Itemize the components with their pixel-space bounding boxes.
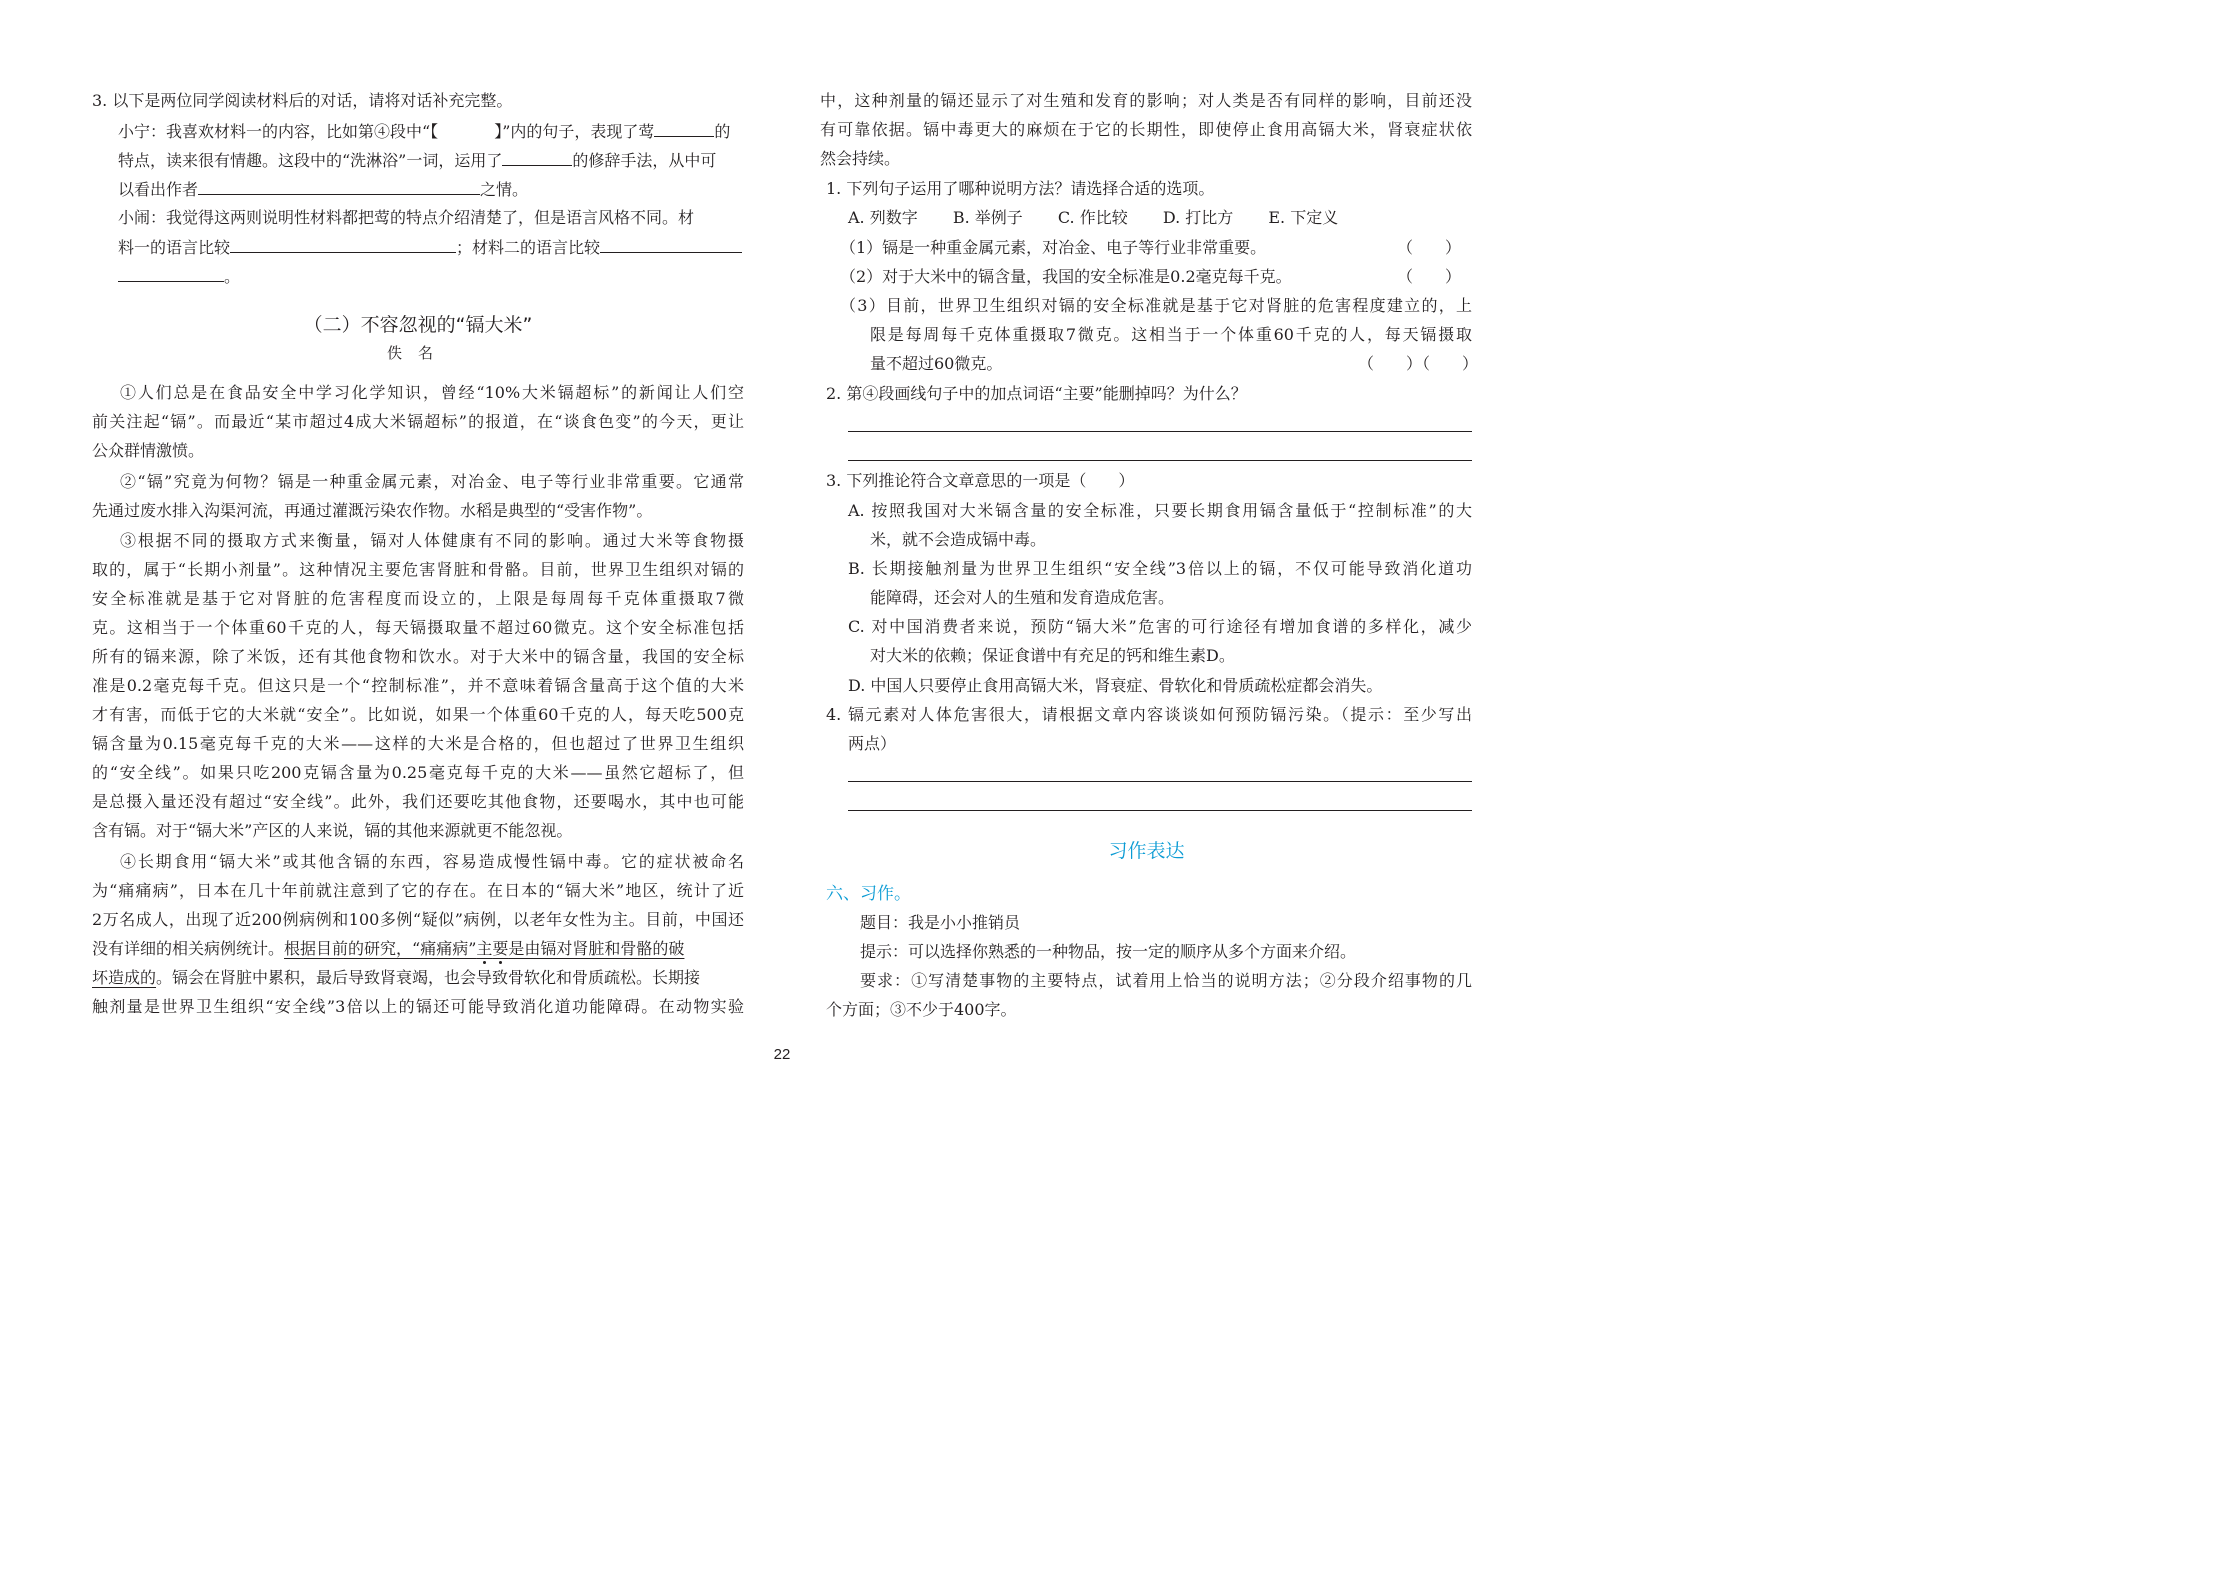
paragraph-line: 才有害，而低于它的大米就“安全”。比如说，如果一个体重60千克的人，每天吃500克 (92, 705, 744, 724)
option-c: C. 作比较 (1057, 208, 1128, 227)
paragraph-line: 安全标准就是基于它对肾脏的危害程度而设立的，上限是每周每千克体重摄取7微 (92, 589, 744, 608)
paragraph-line: ③根据不同的摄取方式来衡量，镉对人体健康有不同的影响。通过大米等食物摄 (120, 531, 744, 550)
option-e: E. 下定义 (1268, 208, 1339, 227)
option-b: B. 举例子 (952, 208, 1023, 227)
paragraph-line: 为“痛痛病”，日本在几十年前就注意到了它的存在。在日本的“镉大米”地区，统计了近 (92, 881, 744, 900)
paragraph-line: 触剂量是世界卫生组织“安全线”3倍以上的镉还可能导致消化道功能障碍。在动物实验 (92, 997, 744, 1016)
paragraph-line: ④长期食用“镉大米”或其他含镉的东西，容易造成慢性镉中毒。它的症状被命名 (120, 852, 744, 871)
q3-intro: 3. 以下是两位同学阅读材料后的对话，请将对话补充完整。 (92, 91, 513, 110)
q3-line6: 。 (118, 265, 240, 288)
option-a: A. 列数字 (848, 208, 918, 227)
option-d: D. 打比方 (1162, 208, 1234, 227)
q3-option-b: B. 长期接触剂量为世界卫生组织“安全线”3倍以上的镉，不仅可能导致消化道功 (848, 559, 1472, 578)
answer-line[interactable] (848, 810, 1472, 811)
answer-line[interactable] (848, 460, 1472, 461)
dotted-word-char: 主 (476, 939, 493, 958)
q1-stem: 1. 下列句子运用了哪种说明方法？请选择合适的选项。 (826, 179, 1215, 198)
continued-line: 然会持续。 (820, 149, 901, 168)
answer-paren[interactable]: （ ） (1397, 267, 1462, 286)
paragraph-line: 所有的镉来源，除了米饭，还有其他食物和饮水。对于大米中的镉含量，我国的安全标 (92, 647, 744, 666)
q3-stem: 3. 下列推论符合文章意思的一项是（ ） (826, 471, 1135, 490)
writing-heading: 六、习作。 (826, 884, 911, 904)
dotted-word-char: 要 (492, 939, 509, 958)
paragraph-line: 坏造成的。镉会在肾脏中累积，最后导致肾衰竭，也会导致骨软化和骨质疏松。长期接 (92, 968, 701, 987)
q3-option-c: C. 对中国消费者来说，预防“镉大米”危害的可行途径有增加食谱的多样化，减少 (848, 617, 1472, 636)
paragraph-line: 公众群情激愤。 (92, 441, 205, 460)
q3-option-d: D. 中国人只要停止食用高镉大米，肾衰症、骨软化和骨质疏松症都会消失。 (848, 676, 1383, 695)
q3-option-a-cont: 米，就不会造成镉中毒。 (870, 530, 1047, 549)
q2-stem: 2. 第④段画线句子中的加点词语“主要”能删掉吗？为什么？ (826, 384, 1247, 403)
q3-option-a: A. 按照我国对大米镉含量的安全标准，只要长期食用镉含量低于“控制标准”的大 (848, 501, 1472, 520)
q1-sentence-3: （3）目前，世界卫生组织对镉的安全标准就是基于它对肾脏的危害程度建立的，上 (840, 296, 1472, 315)
writing-topic: 题目：我是小小推销员 (860, 913, 1021, 932)
q1-sentence-1: （1）镉是一种重金属元素，对冶金、电子等行业非常重要。 (840, 238, 1267, 257)
paragraph-line: 前关注起“镉”。而最近“某市超过4成大米镉超标”的报道，在“谈食色变”的今天，更让 (92, 412, 744, 431)
q1-sentence-3-cont: 量不超过60微克。 (870, 354, 1003, 373)
paragraph-line: ①人们总是在食品安全中学习化学知识，曾经“10%大米镉超标”的新闻让人们空 (120, 383, 744, 402)
writing-requirements: 要求：①写清楚事物的主要特点，试着用上恰当的说明方法；②分段介绍事物的几 (860, 971, 1472, 990)
q4-stem: 4. 镉元素对人体危害很大，请根据文章内容谈谈如何预防镉污染。（提示：至少写出 (826, 705, 1472, 724)
paragraph-line: 准是0.2毫克每千克。但这只是一个“控制标准”，并不意味着镉含量高于这个值的大米 (92, 676, 744, 695)
q1-options (848, 207, 1338, 229)
answer-line[interactable] (848, 431, 1472, 432)
q3-option-b-cont: 能障碍，还会对人的生殖和发育造成危害。 (870, 588, 1175, 607)
underlined-sentence-line: 没有详细的相关病例统计。根据目前的研究，“痛痛病”主要是由镉对肾脏和骨骼的破 (92, 939, 685, 958)
continued-line: 有可靠依据。镉中毒更大的麻烦在于它的长期性，即使停止食用高镉大米，肾衰症状依 (820, 120, 1472, 139)
paragraph-line: 镉含量为0.15毫克每千克的大米——这样的大米是合格的，但也超过了世界卫生组织 (92, 734, 744, 753)
answer-paren-double[interactable]: （ ）（ ） (1358, 354, 1479, 373)
answer-paren[interactable]: （ ） (1397, 238, 1462, 257)
paragraph-line: 含有镉。对于“镉大米”产区的人来说，镉的其他来源就更不能忽视。 (92, 821, 573, 840)
writing-requirements-cont: 个方面；③不少于400字。 (826, 1000, 1017, 1019)
section-title: 习作表达 (1108, 840, 1185, 862)
paragraph-line: 是总摄入量还没有超过“安全线”。此外，我们还要吃其他食物，还要喝水，其中也可能 (92, 792, 744, 811)
q3-option-c-cont: 对大米的依赖；保证食谱中有充足的钙和维生素D。 (870, 646, 1235, 665)
q3-line5: 料一的语言比较 ；材料二的语言比较 (118, 236, 742, 259)
answer-blank[interactable] (198, 178, 480, 195)
answer-blank[interactable] (230, 236, 456, 253)
answer-blank[interactable] (654, 120, 714, 137)
paragraph-line: 取的，属于“长期小剂量”。这种情况主要危害肾脏和骨骼。目前，世界卫生组织对镉的 (92, 560, 744, 579)
paragraph-line: 克。这相当于一个体重60千克的人，每天镉摄取量不超过60微克。这个安全标准包括 (92, 618, 744, 637)
article-title: （二）不容忽视的“镉大米” (303, 314, 533, 336)
q3-xiaonao-line: 小闹：我觉得这两则说明性材料都把莺的特点介绍清楚了，但是语言风格不同。材 (118, 208, 695, 227)
paragraph-line: 2万名成人，出现了近200例病例和100多例“疑似”病例，以老年女性为主。目前，中国还 (92, 910, 744, 929)
continued-line: 中，这种剂量的镉还显示了对生殖和发育的影响；对人类是否有同样的影响，目前还没 (820, 91, 1472, 110)
answer-blank[interactable] (502, 149, 572, 166)
paragraph-line: 先通过废水排入沟渠河流，再通过灌溉污染农作物。水稻是典型的“受害作物”。 (92, 501, 653, 520)
q3-line2: 特点，读来很有情趣。这段中的“洗淋浴”一词，运用了 的修辞手法，从中可 (118, 151, 717, 170)
article-author: 佚名 (386, 344, 449, 362)
q1-sentence-2: （2）对于大米中的镉含量，我国的安全标准是0.2毫克每千克。 (840, 267, 1292, 286)
paragraph-line: 的“安全线”。如果只吃200克镉含量为0.25毫克每千克的大米——虽然它超标了，但 (92, 763, 744, 782)
paragraph-line: ②“镉”究竟为何物？镉是一种重金属元素，对冶金、电子等行业非常重要。它通常 (120, 472, 744, 491)
answer-line[interactable] (848, 781, 1472, 782)
writing-hint: 提示：可以选择你熟悉的一种物品，按一定的顺序从多个方面来介绍。 (860, 942, 1357, 961)
q1-sentence-3-cont: 限是每周每千克体重摄取7微克。这相当于一个体重60千克的人，每天镉摄取 (870, 325, 1472, 344)
q3-line3: 以看出作者 之情。 (118, 180, 529, 199)
q4-stem-cont: 两点） (848, 734, 897, 753)
page-number: 22 (773, 1046, 791, 1063)
answer-blank[interactable] (600, 236, 742, 253)
q3-xiaoning-line: 小宁：我喜欢材料一的内容，比如第④段中“【 】”内的句子，表现了莺 的 (118, 122, 731, 141)
answer-blank[interactable] (118, 265, 224, 282)
